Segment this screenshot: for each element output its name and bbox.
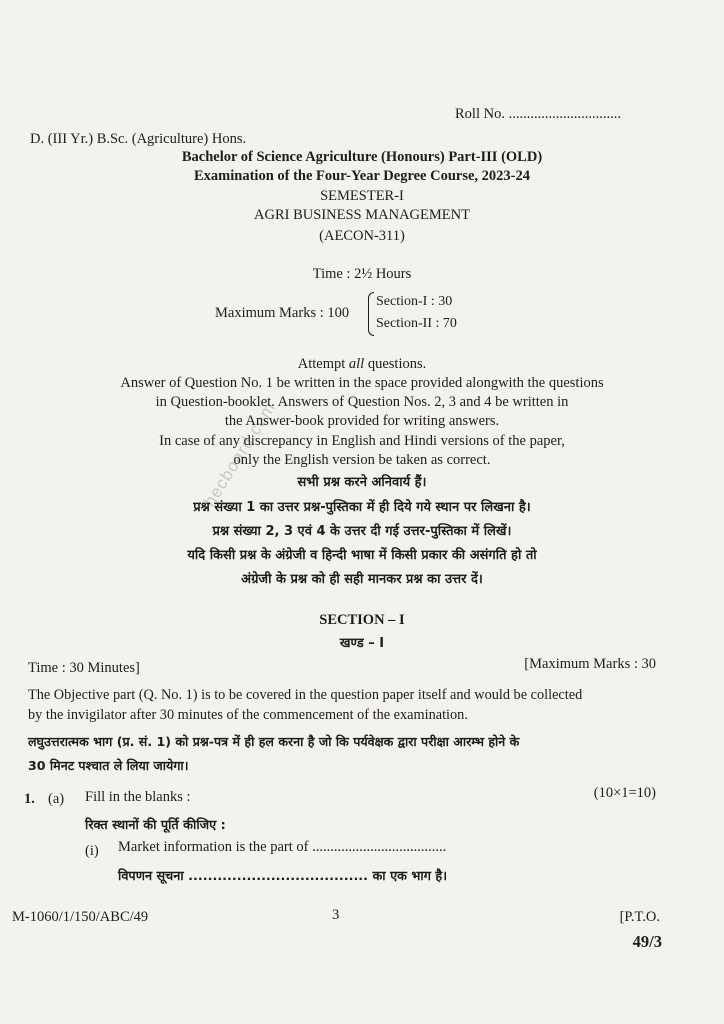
section-max-marks: [Maximum Marks : 30	[524, 656, 656, 672]
subject-title: AGRI BUSINESS MANAGEMENT	[254, 207, 470, 223]
watermark: hecboard.com	[200, 398, 280, 511]
paper-code: (AECON-311)	[319, 228, 405, 244]
instruction-line-4: In case of any discrepancy in English and Hindi versions of the paper,	[159, 433, 565, 449]
instruction-line-2: in Question-booklet. Answers of Question Nos. 2, 3 and 4 be written in	[155, 394, 569, 410]
exam-title: Examination of the Four-Year Degree Course, 2023-24	[194, 168, 530, 184]
objective-note-hindi-1: लघुउत्तरात्मक भाग (प्र. सं. 1) को प्रश्न-पत्र में ही हल करना है जो कि पर्यवेक्षक द्वारा परीक्षा आरम्भ होने के	[28, 734, 520, 749]
section-title-hindi: खण्ड – I	[339, 636, 385, 651]
max-marks-label: Maximum Marks : 100	[215, 305, 350, 321]
section-i-marks: Section-I : 30	[376, 294, 453, 309]
instruction-line-1: Answer of Question No. 1 be written in the space provided alongwith the questions	[120, 375, 604, 391]
pto-label: [P.T.O.	[619, 909, 660, 925]
section-ii-marks: Section-II : 70	[376, 316, 457, 331]
question-number: 1.	[24, 791, 35, 807]
course-code: D. (III Yr.) B.Sc. (Agriculture) Hons.	[30, 131, 247, 147]
page-number: 3	[332, 907, 340, 923]
instruction-line-3: the Answer-book provided for writing answers.	[224, 413, 500, 429]
objective-note-hindi-2: 30 मिनट पश्चात ले लिया जायेगा।	[28, 758, 189, 773]
instruction-line-5: only the English version be taken as correct.	[233, 452, 491, 468]
objective-note-line-1: The Objective part (Q. No. 1) is to be covered in the question paper itself and would be collected	[28, 687, 583, 703]
sheet-number: 49/3	[632, 932, 662, 951]
semester: SEMESTER-I	[320, 188, 404, 204]
programme-title: Bachelor of Science Agriculture (Honours) Part-III (OLD)	[181, 149, 543, 165]
section-title: SECTION – I	[319, 612, 405, 628]
brace-icon	[368, 292, 374, 336]
section-time: Time : 30 Minutes]	[28, 660, 140, 676]
question-marks: (10×1=10)	[593, 785, 656, 801]
paper-id: M-1060/1/150/ABC/49	[12, 909, 149, 925]
item-text-hindi: विपणन सूचना ..................................... का एक भाग है।	[118, 869, 448, 884]
attempt-instruction: Attempt all questions.	[297, 356, 427, 372]
hindi-instruction-1: सभी प्रश्न करने अनिवार्य हैं।	[297, 475, 427, 490]
question-instruction: Fill in the blanks :	[85, 789, 191, 805]
exam-time: Time : 2½ Hours	[312, 266, 412, 282]
item-number: (i)	[85, 843, 99, 859]
hindi-instruction-4: यदि किसी प्रश्न के अंग्रेजी व हिन्दी भाषा में किसी प्रकार की असंगति हो तो	[187, 548, 537, 563]
hindi-instruction-3: प्रश्न संख्या 2, 3 एवं 4 के उत्तर दी गई उत्तर-पुस्तिका में लिखें।	[212, 524, 512, 539]
hindi-instruction-2: प्रश्न संख्या 1 का उत्तर प्रश्न-पुस्तिका में ही दिये गये स्थान पर लिखना है।	[193, 500, 531, 515]
objective-note-line-2: by the invigilator after 30 minutes of the commencement of the examination.	[28, 707, 468, 723]
question-part: (a)	[48, 791, 65, 807]
item-text: Market information is the part of .....................................	[118, 839, 447, 855]
roll-no-field: Roll No. ...............................	[455, 106, 621, 122]
question-instruction-hindi: रिक्त स्थानों की पूर्ति कीजिए :	[85, 818, 226, 833]
hindi-instruction-5: अंग्रेजी के प्रश्न को ही सही मानकर प्रश्न का उत्तर दें।	[241, 572, 483, 587]
